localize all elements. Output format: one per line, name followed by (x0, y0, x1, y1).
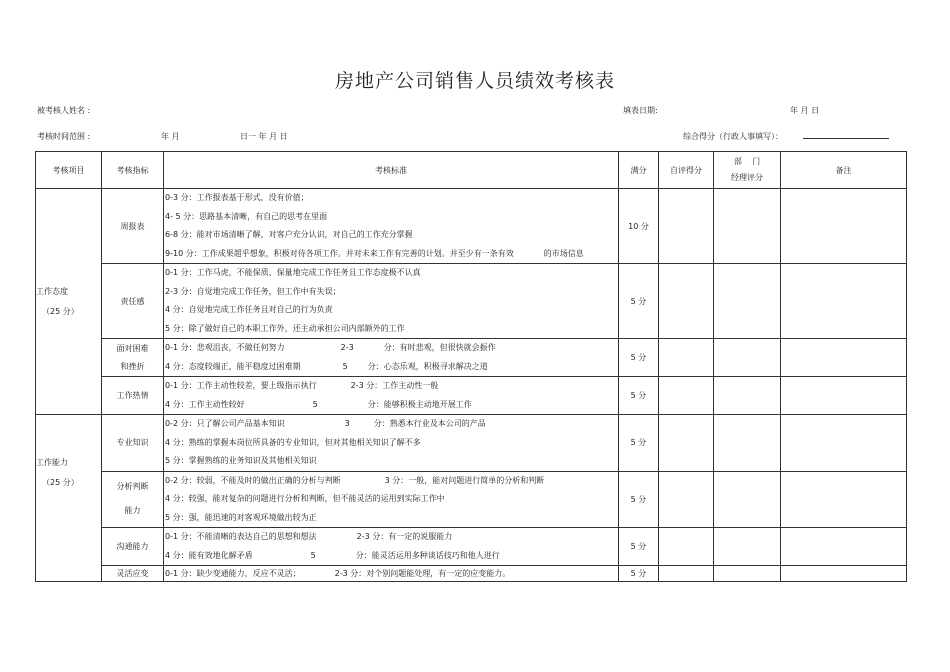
criteria-cell (164, 377, 619, 415)
page-title: 房地产公司销售人员绩效考核表 (334, 70, 615, 92)
self-score-cell[interactable] (659, 189, 714, 264)
criteria-cell (164, 189, 619, 264)
manager-score-cell[interactable] (714, 528, 781, 566)
criteria-line: 5 分：除了做好自己的本职工作外，还主动承担公司内部额外的工作 (165, 323, 405, 333)
category-name: 工作能力 (36, 458, 68, 467)
criteria-text: 4 分：态度较端正，能平稳度过困难期 (165, 361, 301, 371)
category-attitude (36, 189, 102, 415)
category-ability (36, 415, 102, 582)
criteria-line (164, 377, 618, 396)
criteria-line: 4 分：熟练的掌握本岗位所具备的专业知识，但对其他相关知识了解不多 (165, 437, 421, 447)
manager-score-cell[interactable] (714, 189, 781, 264)
fill-date-label: 填表日期: (623, 106, 658, 115)
criteria-line: 4- 5 分：思路基本清晰，有自己的思考在里面 (165, 211, 328, 221)
full-score-cell: 10 分 (619, 189, 659, 264)
criteria-text: 0-2 分：较弱，不能及时的做出正确的分析与判断 (165, 475, 341, 485)
self-score-cell[interactable] (659, 339, 714, 377)
manager-score-cell[interactable] (714, 264, 781, 339)
period-label: 考核时间范围 : (37, 132, 91, 141)
full-score-cell: 5 分 (619, 471, 659, 528)
header-remark: 备注 (781, 152, 907, 189)
indicator-cell: 沟通能力 (102, 528, 164, 566)
remark-cell[interactable] (781, 339, 907, 377)
criteria-text: 5 (342, 361, 348, 371)
criteria-text: 5 (312, 399, 318, 409)
table-row (36, 528, 907, 566)
remark-cell[interactable] (781, 528, 907, 566)
manager-score-cell[interactable] (714, 415, 781, 472)
criteria-cell (164, 566, 619, 582)
criteria-line: 0-1 分：工作马虎，不能保质、保量地完成工作任务且工作态度极不认真 (165, 268, 421, 277)
full-score-cell: 5 分 (619, 415, 659, 472)
header-manager-line2: 经理评分 (731, 173, 763, 182)
criteria-line (164, 566, 618, 581)
period-end: 日一 年 月 日 (240, 132, 288, 141)
criteria-line (164, 415, 618, 434)
table-row (36, 566, 907, 582)
criteria-text: 的市场信息 (543, 248, 584, 258)
remark-cell[interactable] (781, 189, 907, 264)
manager-score-cell[interactable] (714, 471, 781, 528)
criteria-line: 2-3 分：自觉地完成工作任务，但工作中有失误； (165, 286, 341, 296)
criteria-line: 4 分：较强，能对复杂的问题进行分析和判断，但不能灵活的运用到实际工作中 (165, 494, 445, 503)
indicator-cell: 专业知识 (102, 415, 164, 472)
remark-cell[interactable] (781, 377, 907, 415)
header-manager-line1: 部 门 (733, 157, 761, 166)
criteria-cell (164, 264, 619, 339)
criteria-text: 分：心态乐观，积极寻求解决之道 (367, 361, 488, 371)
table-row (36, 471, 907, 528)
criteria-text: 分：有时悲观，但很快就会振作 (383, 343, 496, 352)
header-item: 考核项目 (36, 152, 102, 189)
criteria-line (164, 528, 618, 547)
criteria-text: 4 分：工作主动性较好 (165, 399, 245, 409)
criteria-text: 0-1 分：工作主动性较差，要上级指示执行 (165, 381, 317, 390)
table-row (36, 189, 907, 264)
full-score-cell: 5 分 (619, 566, 659, 582)
criteria-line (164, 396, 618, 415)
criteria-cell (164, 528, 619, 566)
indicator-cell: 周报表 (102, 189, 164, 264)
indicator-cell: 工作热情 (102, 377, 164, 415)
criteria-text: 0-1 分：不能清晰的表达自己的思想和想法 (165, 532, 317, 541)
table-row (36, 339, 907, 377)
manager-score-cell[interactable] (714, 377, 781, 415)
header-full-score: 满分 (619, 152, 659, 189)
criteria-text: 5 (310, 550, 316, 560)
table-row (36, 377, 907, 415)
criteria-line (164, 245, 618, 264)
full-score-cell: 5 分 (619, 377, 659, 415)
criteria-line: 0-3 分：工作报表基于形式，没有价值； (165, 193, 309, 202)
header-row (36, 152, 907, 189)
full-score-cell: 5 分 (619, 528, 659, 566)
header-manager-score (714, 152, 781, 189)
criteria-cell (164, 339, 619, 377)
criteria-text: 0-1 分：缺少变通能力，反应不灵活； (165, 569, 301, 578)
category-weight: （25 分） (42, 306, 79, 316)
manager-score-cell[interactable] (714, 339, 781, 377)
indicator-cell: 灵活应变 (102, 566, 164, 582)
remark-cell[interactable] (781, 264, 907, 339)
total-score-label: 综合得分（行政人事填写）： (683, 132, 783, 141)
full-score-cell: 5 分 (619, 264, 659, 339)
indicator-line: 和挫折 (120, 361, 145, 371)
category-name: 工作态度 (36, 286, 68, 296)
criteria-text: 分：能够积极主动地开展工作 (367, 399, 472, 409)
criteria-text: 0-1 分：悲观沮丧，不做任何努力 (165, 343, 285, 352)
self-score-cell[interactable] (659, 264, 714, 339)
header-indicator: 考核指标 (102, 152, 164, 189)
name-label: 被考核人姓名 : (37, 106, 91, 115)
category-weight: （25 分） (42, 478, 79, 487)
self-score-cell[interactable] (659, 528, 714, 566)
criteria-text: 分：熟悉本行业及本公司的产品 (373, 419, 486, 428)
remark-cell[interactable] (781, 566, 907, 582)
indicator-cell (102, 471, 164, 528)
table-row (36, 415, 907, 472)
criteria-line (164, 547, 618, 566)
header-standard: 考核标准 (164, 152, 619, 189)
criteria-line: 4 分：自觉地完成工作任务且对自己的行为负责 (165, 305, 333, 314)
fill-date-value: 年 月 日 (790, 106, 820, 115)
indicator-line: 分析判断 (116, 482, 149, 492)
period-start: 年 月 (161, 132, 180, 141)
criteria-text: 3 (344, 419, 350, 428)
header-self-score: 自评得分 (659, 152, 714, 189)
full-score-cell: 5 分 (619, 339, 659, 377)
criteria-text: 分：能灵活运用多种谈话技巧和他人进行 (355, 550, 500, 560)
self-score-cell[interactable] (659, 415, 714, 472)
indicator-line: 能力 (124, 506, 141, 516)
self-score-cell[interactable] (659, 566, 714, 582)
criteria-text: 0-2 分：只了解公司产品基本知识 (165, 419, 285, 428)
criteria-line (164, 472, 618, 491)
criteria-text: 2-3 分：工作主动性一般 (350, 381, 439, 390)
total-score-blank[interactable] (803, 138, 889, 139)
criteria-text: 2-3 (340, 343, 354, 352)
criteria-cell (164, 471, 619, 528)
indicator-cell: 责任感 (102, 264, 164, 339)
criteria-cell (164, 415, 619, 472)
criteria-line (164, 358, 618, 377)
criteria-text: 2-3 分：有一定的说服能力 (356, 532, 453, 541)
criteria-line: 6-8 分：能对市场清晰了解，对客户充分认识，对自己的工作充分掌握 (165, 230, 413, 239)
table-row (36, 264, 907, 339)
criteria-text: 4 分：能有效地化解矛盾 (165, 550, 253, 560)
remark-cell[interactable] (781, 415, 907, 472)
criteria-line (164, 339, 618, 358)
self-score-cell[interactable] (659, 471, 714, 528)
criteria-text: 3 分：一般，能对问题进行简单的分析和判断 (384, 475, 545, 485)
manager-score-cell[interactable] (714, 566, 781, 582)
evaluation-table (35, 151, 907, 582)
criteria-text: 2-3 分：对个别问题能处理，有一定的应变能力。 (334, 569, 511, 578)
criteria-line: 5 分：掌握熟练的业务知识及其他相关知识 (165, 456, 317, 465)
self-score-cell[interactable] (659, 377, 714, 415)
criteria-text: 9-10 分：工作成果超乎想象，积极对待各项工作。并对未来工作有完善的计划。并至少有一条有效 (165, 248, 514, 258)
criteria-line: 5 分：强，能迅速的对客观环境做出较为正 (165, 512, 317, 522)
remark-cell[interactable] (781, 471, 907, 528)
indicator-cell (102, 339, 164, 377)
indicator-line: 面对困难 (116, 343, 149, 353)
